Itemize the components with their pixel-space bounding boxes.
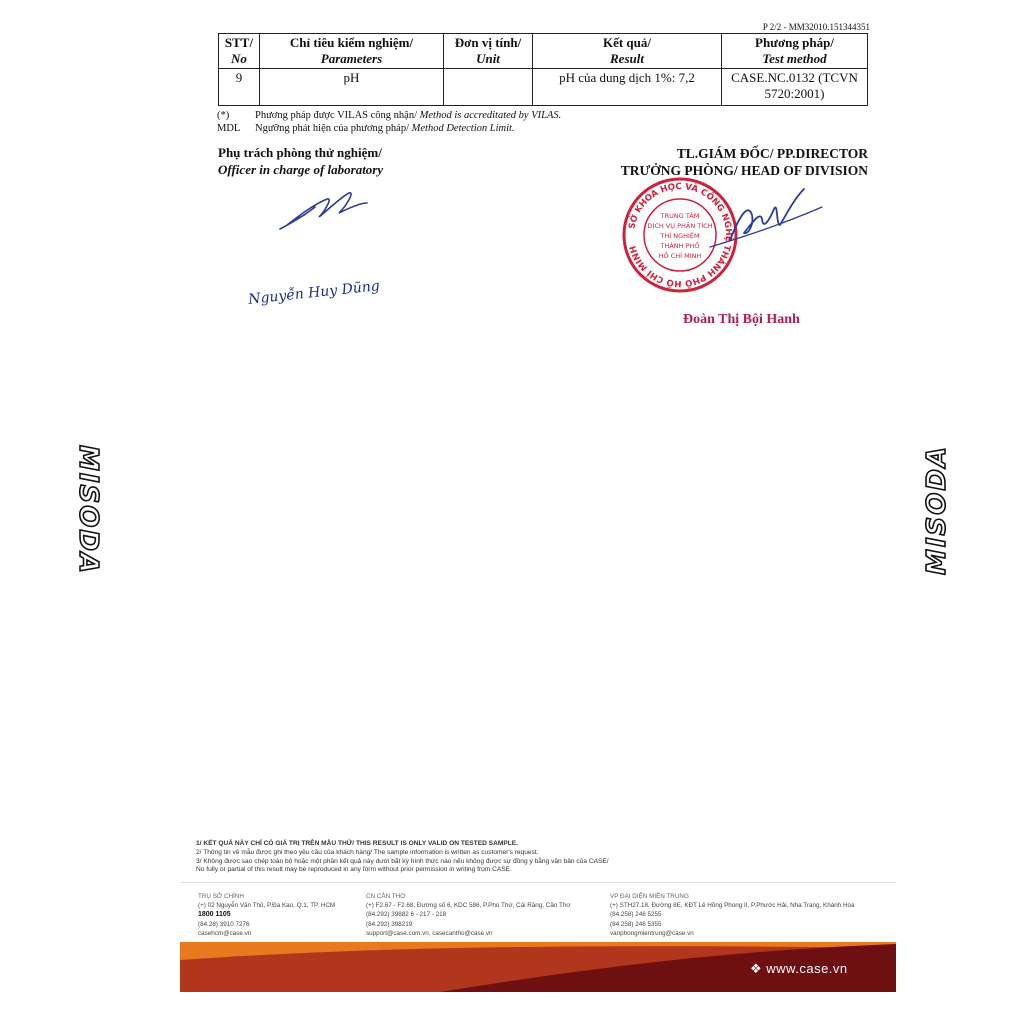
stamp-line: TRUNG TÂM	[660, 212, 700, 220]
stamp-line: HỒ CHÍ MINH	[658, 252, 702, 260]
footer-col-can-tho: CN CẦN THƠ (+) F2.67 - F2.68, Đường số 6, KDC 586, P.Phú Thứ, Cái Răng, Cần Thơ (84.292) 39882 6 - 217 - 218 (84.292) 398219 support@case.com.vn, casecantho@case.vn	[366, 893, 571, 937]
col-header-result: Kết quả/ Result	[533, 34, 722, 69]
officer-title: Phụ trách phòng thử nghiệm/ Officer in charge of laboratory	[218, 145, 384, 177]
table-header-row	[219, 34, 868, 69]
footer-notes: 1/ KẾT QUẢ NÀY CHỈ CÓ GIÁ TRỊ TRÊN MẪU THỬ/ THIS RESULT IS ONLY VALID ON TESTED SAMPLE. 2/ Thông tin về mẫu được ghi theo yêu cầu của khách hàng/ The sample information is written as customer's request. 3/ Không được sao chép toàn bộ hoặc một phần kết quả này dưới bất kỳ hình thức nào nếu không được sự đồng ý bằng văn bản của CASE/ No fully or partial of this result may be reproduced in any form without prior permission in writing from CASE.	[196, 840, 609, 874]
note-mdl: MDL Ngưỡng phát hiện của phương pháp/ Method Detection Limit.	[217, 123, 515, 134]
note-vilas: (*) Phương pháp được VILAS công nhận/ Method is accreditated by VILAS.	[217, 110, 562, 121]
col-header-method: Phương pháp/ Test method	[722, 34, 868, 69]
stamp-line: DỊCH VỤ PHÂN TÍCH	[647, 222, 713, 230]
director-title: TL.GIÁM ĐỐC/ PP.DIRECTOR TRƯỞNG PHÒNG/ HEAD OF DIVISION	[620, 146, 868, 178]
officer-name: Nguyễn Huy Dũng	[247, 278, 381, 308]
results-table	[218, 33, 868, 106]
footer-divider	[180, 882, 896, 883]
cell-no: 9	[219, 69, 260, 106]
director-signature	[700, 185, 830, 255]
footer-col-head-office: TRỤ SỞ CHÍNH (+) 02 Nguyễn Văn Thủ, P.Đa Kao, Q.1, TP. HCM 1800 1105 (84.28) 3910 7276 casehcm@case.vn	[198, 893, 336, 937]
cell-unit	[444, 69, 533, 106]
stamp-ring-text: SỞ KHOA HỌC VÀ CÔNG NGHỆ THÀNH PHỐ HỒ CHÍ MINH	[627, 181, 734, 289]
watermark-right: MISODA	[922, 444, 952, 576]
director-name: Đoàn Thị Bội Hanh	[683, 312, 800, 327]
stamp-line: THÍ NGHIỆM	[660, 232, 700, 240]
table-notes	[217, 109, 561, 135]
cell-result: pH của dung dịch 1%: 7,2	[533, 69, 722, 106]
table-row	[219, 69, 868, 106]
cell-method: CASE.NC.0132 (TCVN 5720:2001)	[722, 69, 868, 106]
cell-parameter: pH	[260, 69, 444, 106]
col-header-unit: Đơn vị tính/ Unit	[444, 34, 533, 69]
stamp-line: THÀNH PHỐ	[660, 242, 700, 250]
officer-signature	[275, 185, 375, 235]
col-header-no: STT/ No	[219, 34, 260, 69]
footer-col-central: VP ĐẠI DIỆN MIỀN TRUNG (+) STH27.18, Đường 8E, KĐT Lê Hồng Phong II, P.Phước Hải, Nha Trang, Khánh Hòa (84.258) 246 5255 (84.258) 246 5355 vanphongmientrung@case.vn	[610, 893, 855, 937]
page-reference: P 2/2 - MM32010.151344351	[762, 22, 870, 32]
website-link[interactable]: ❖ www.case.vn	[750, 961, 848, 976]
watermark-left: MISODA	[73, 444, 103, 576]
col-header-parameters: Chỉ tiêu kiểm nghiệm/ Parameters	[260, 34, 444, 69]
